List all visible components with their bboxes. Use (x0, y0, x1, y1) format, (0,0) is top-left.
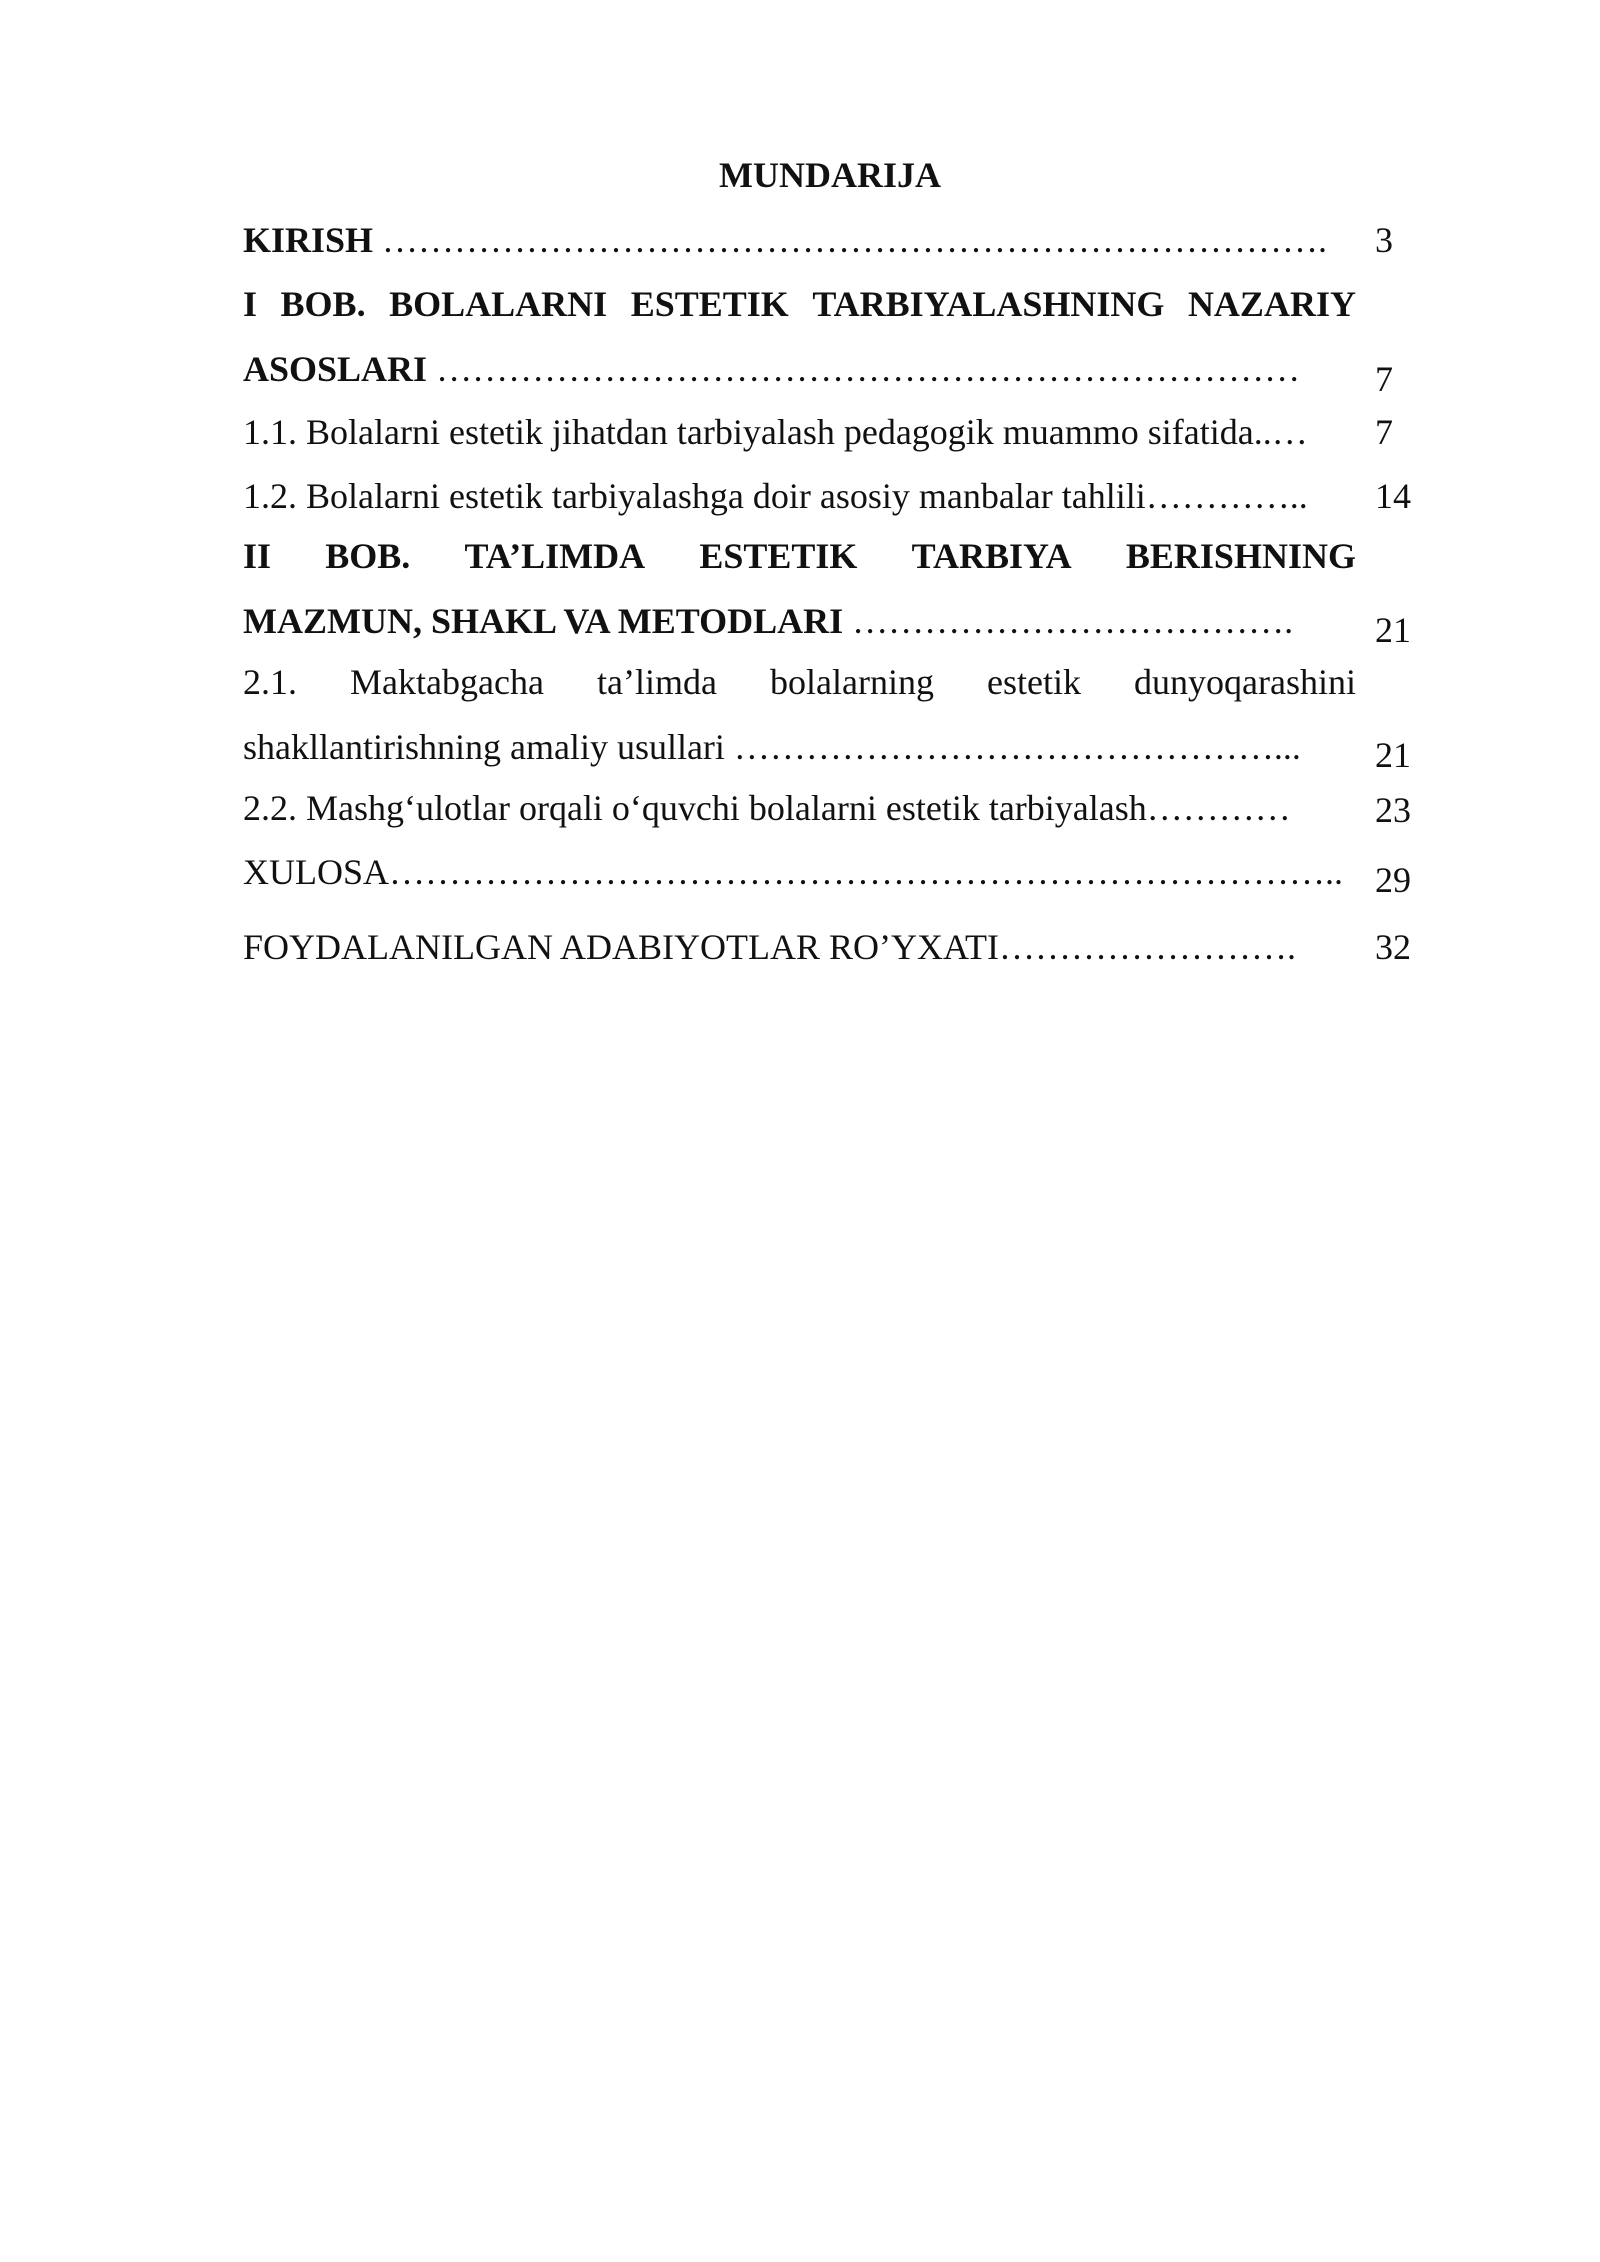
toc-entry-2-1-line1[interactable] (243, 660, 1356, 704)
toc-entry-chapter-2-line2[interactable] (243, 599, 1356, 643)
toc-word: dunyoqarashini (1134, 662, 1356, 702)
toc-page-number: 32 (1375, 927, 1411, 967)
toc-entry-dots: ………………………………. (852, 601, 1294, 641)
toc-entry-1-2[interactable]: 1.2. Bolalarni estetik tarbiyalashga doir asosiy manbalar tahlili………….. (243, 476, 1308, 516)
toc-entry-1-1[interactable]: 1.1. Bolalarni estetik jihatdan tarbiyalash pedagogik muammo sifatida..… (243, 412, 1308, 452)
toc-word: BOLALARNI (389, 284, 608, 324)
toc-entry-bibliography[interactable]: FOYDALANILGAN ADABIYOTLAR RO’YXATI……………………. (243, 927, 1296, 967)
toc-word: 2.1. (243, 662, 297, 702)
toc-word: ESTETIK (699, 536, 858, 576)
toc-entry-label: MAZMUN, SHAKL VA METODLARI (243, 601, 844, 641)
toc-word: ESTETIK (630, 284, 789, 324)
toc-entry-xulosa[interactable]: XULOSA…………………………………………………………………….. (243, 852, 1344, 892)
toc-page-number: 21 (1375, 735, 1411, 775)
toc-word: BOB. (325, 536, 411, 576)
toc-entry-dots: ……………………………………………………………………. (382, 220, 1328, 260)
table-of-contents (0, 0, 1600, 1000)
toc-entry-label: ASOSLARI (243, 349, 428, 389)
toc-entry-2-1-line2[interactable]: shakllantirishning amaliy usullari ………………………………………... (243, 727, 1301, 767)
toc-word: TA’LIMDA (464, 536, 646, 576)
toc-page-number: 23 (1375, 790, 1411, 830)
toc-word: bolalarning (770, 662, 934, 702)
toc-word: Maktabgacha (350, 662, 544, 702)
toc-entry-chapter-1-line2[interactable] (243, 347, 1356, 391)
toc-entry-label: KIRISH (243, 220, 374, 260)
toc-word: NAZARIY (1187, 284, 1356, 324)
toc-word: II (243, 536, 272, 576)
toc-page-number: 29 (1375, 860, 1411, 900)
toc-entry-dots: ……………………………………………………………… (436, 349, 1301, 389)
page-title: MUNDARIJA (719, 155, 941, 195)
toc-word: TARBIYA (911, 536, 1072, 576)
toc-page-number: 21 (1375, 610, 1411, 650)
toc-word: I (243, 284, 258, 324)
toc-word: TARBIYALASHNING (812, 284, 1165, 324)
toc-word: BERISHNING (1125, 536, 1356, 576)
toc-page-number: 7 (1375, 359, 1393, 399)
toc-page-number: 14 (1375, 476, 1411, 516)
toc-word: estetik (987, 662, 1081, 702)
toc-page-number: 7 (1375, 412, 1393, 452)
toc-entry-chapter-1-line1[interactable] (243, 282, 1356, 326)
toc-word: BOB. (280, 284, 366, 324)
toc-entry-kirish[interactable] (243, 218, 1356, 262)
toc-entry-chapter-2-line1[interactable] (243, 534, 1356, 578)
toc-page-number: 3 (1375, 220, 1393, 260)
toc-entry-2-2[interactable]: 2.2. Mashg‘ulotlar orqali o‘quvchi bolalarni estetik tarbiyalash………… (243, 788, 1291, 828)
toc-word: ta’limda (597, 662, 717, 702)
